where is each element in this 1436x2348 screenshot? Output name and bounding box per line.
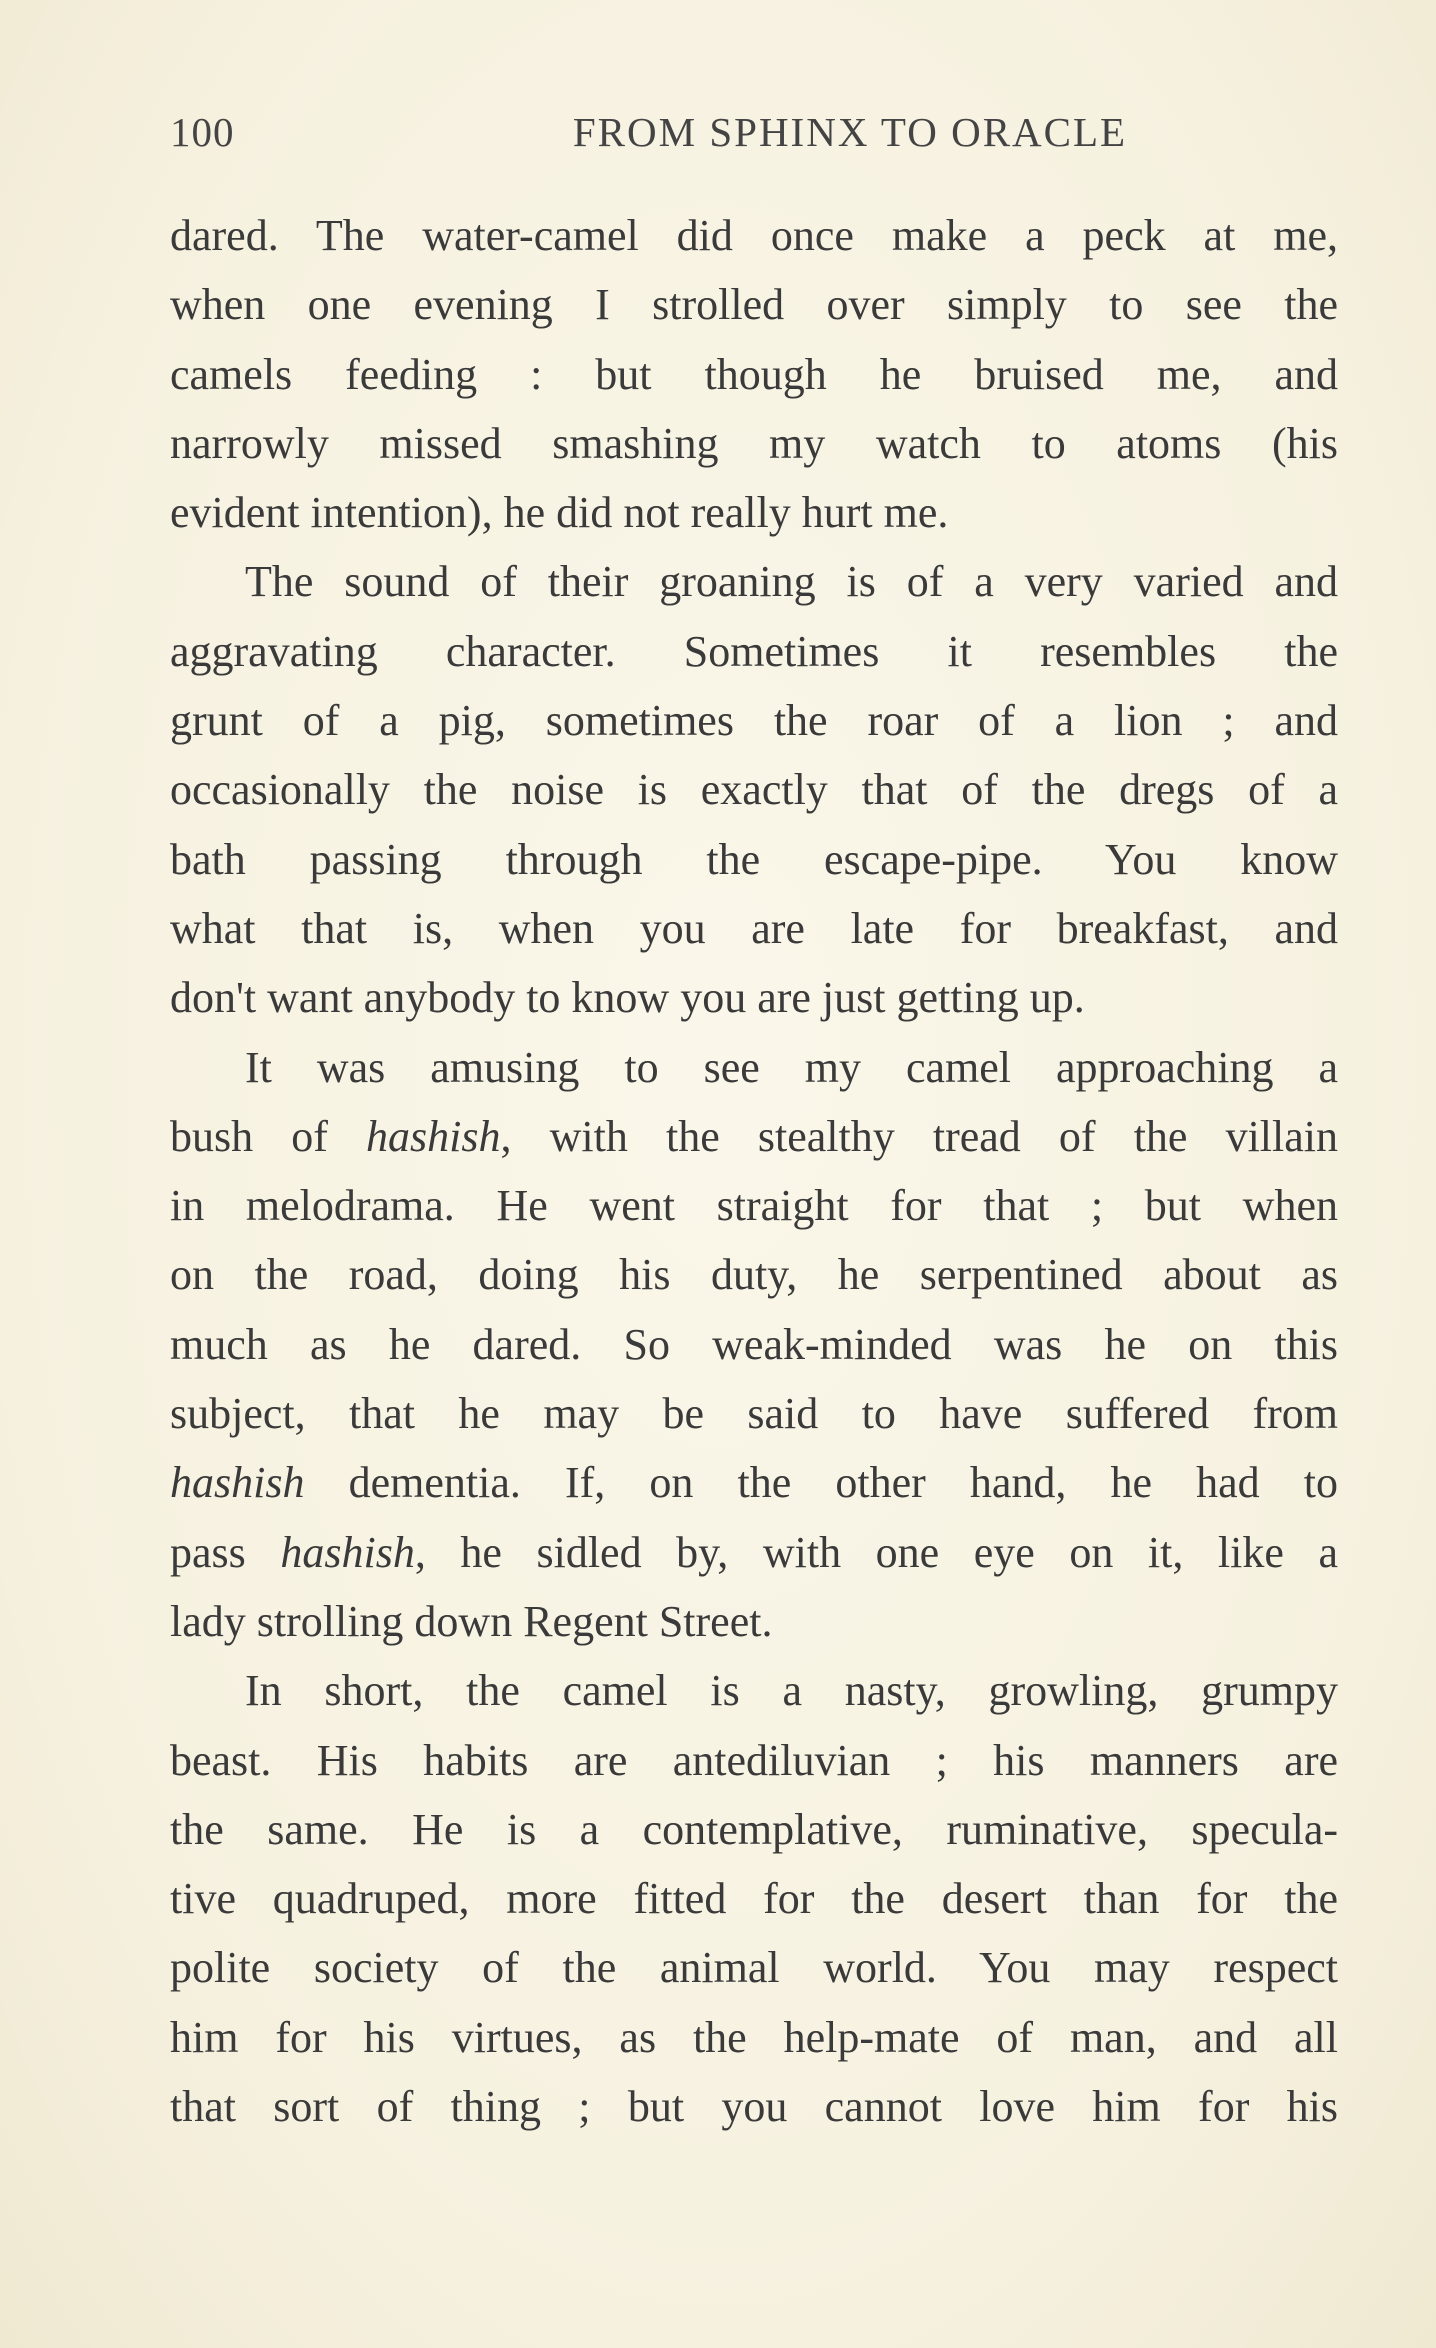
text-line: subject, that he may be said to have suffered from <box>170 1389 1338 1439</box>
text-segment: dementia. If, on the other hand, he had to <box>304 1458 1338 1508</box>
text-line: much as he dared. So weak-minded was he on this <box>170 1319 1338 1369</box>
text-line: grunt of a pig, sometimes the roar of a lion ; and <box>170 696 1338 746</box>
text-line: beast. His habits are antediluvian ; his manners are <box>170 1735 1338 1785</box>
text-line: tive quadruped, more fitted for the desert than for the <box>170 1874 1338 1924</box>
paragraph-first-line: It was amusing to see my camel approaching a <box>245 1042 1338 1092</box>
text-line: dared. The water-camel did once make a peck at me, <box>170 211 1338 260</box>
running-head <box>170 108 1338 168</box>
text-line: camels feeding : but though he bruised me, and <box>170 349 1338 399</box>
italic-word: hashish <box>366 1111 501 1161</box>
text-line: bath passing through the escape-pipe. You know <box>170 834 1338 884</box>
text-line <box>170 1518 1338 1587</box>
text-line: lady strolling down Regent Street. <box>170 1596 773 1646</box>
text-line: the same. He is a contemplative, ruminative, specula- <box>170 1804 1338 1854</box>
text-line: that sort of thing ; but you cannot love him for his <box>170 2082 1338 2132</box>
text-line: evident intention), he did not really hurt me. <box>170 488 949 538</box>
text-line: on the road, doing his duty, he serpentined about as <box>170 1250 1338 1300</box>
text-line: when one evening I strolled over simply to see the <box>170 280 1338 330</box>
text-segment: , with the stealthy tread of the villain <box>500 1111 1338 1161</box>
text-line <box>170 1102 1338 1171</box>
text-line: narrowly missed smashing my watch to atoms (his <box>170 418 1338 468</box>
text-line: what that is, when you are late for breakfast, and <box>170 903 1338 953</box>
text-line: in melodrama. He went straight for that ; but when <box>170 1181 1338 1231</box>
book-title: FROM SPHINX TO ORACLE <box>572 109 1128 155</box>
text-line: occasionally the noise is exactly that of the dregs of a <box>170 765 1338 815</box>
text-segment: bush of <box>170 1111 367 1161</box>
paragraph-first-line: The sound of their groaning is of a very varied and <box>245 557 1338 607</box>
text-line <box>170 1448 1338 1517</box>
text-line: him for his virtues, as the help-mate of man, and all <box>170 2012 1338 2062</box>
text-line: don't want anybody to know you are just getting up. <box>170 973 1085 1023</box>
text-line: aggravating character. Sometimes it resembles the <box>170 626 1338 676</box>
text-segment: pass <box>170 1527 281 1577</box>
italic-word: hashish <box>280 1527 415 1577</box>
body-text <box>170 201 1338 2141</box>
text-line: polite society of the animal world. You may respect <box>170 1943 1338 1993</box>
page-number: 100 <box>170 109 235 155</box>
italic-word: hashish <box>170 1458 305 1508</box>
text-segment: , he sidled by, with one eye on it, like a <box>414 1527 1338 1577</box>
paragraph-first-line: In short, the camel is a nasty, growling, grumpy <box>245 1666 1338 1716</box>
